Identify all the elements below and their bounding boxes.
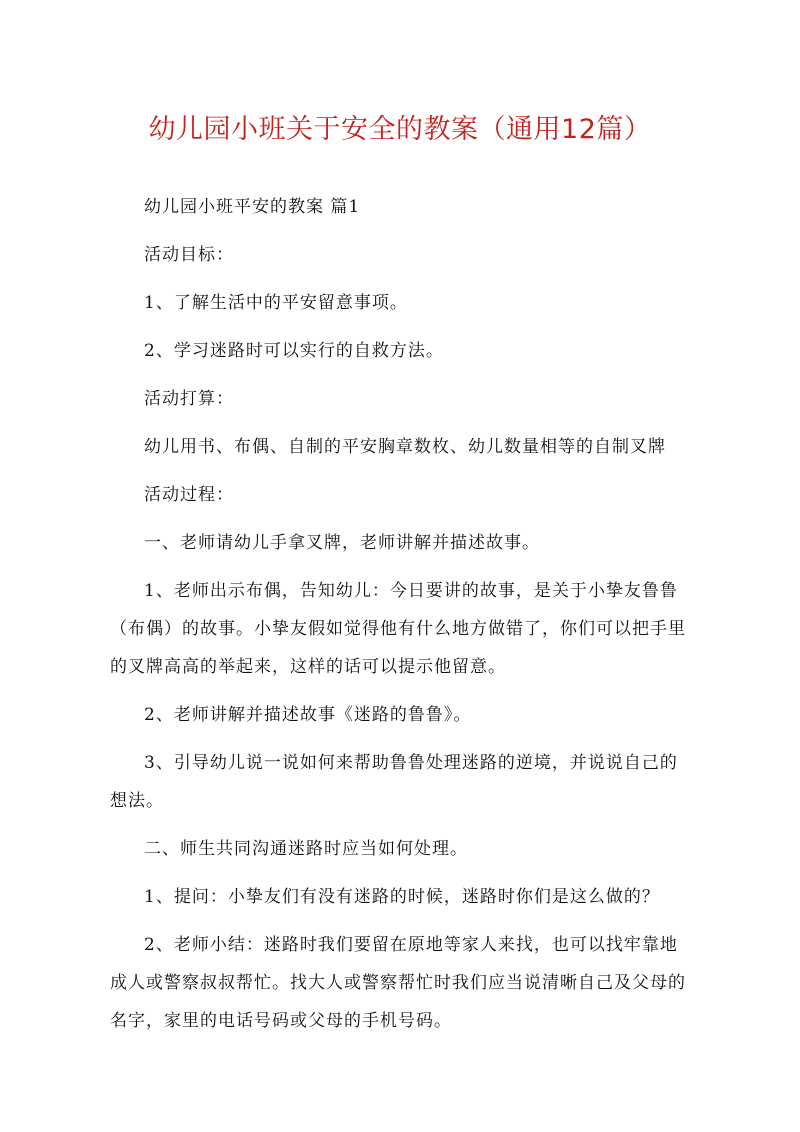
prep-materials: 幼儿用书、布偶、自制的平安胸章数枚、幼儿数量相等的自制叉牌 <box>144 437 666 457</box>
label-activity-process: 活动过程： <box>144 485 234 505</box>
process-substep: 1、提问：小挚友们有没有迷路的时候，迷路时你们是这么做的？ <box>144 887 660 907</box>
label-activity-prep: 活动打算： <box>144 389 234 409</box>
process-step: 二、师生共同沟通迷路时应当如何处理。 <box>144 839 468 859</box>
process-substep: 3、引导幼儿说一说如何来帮助鲁鲁处理迷路的逆境，并说说自己的想法。 <box>110 753 678 811</box>
label-activity-goals: 活动目标： <box>144 245 234 265</box>
process-substep: 2、老师讲解并描述故事《迷路的鲁鲁》。 <box>144 705 472 725</box>
document-title: 幼儿园小班关于安全的教案（通用12篇） <box>148 114 652 145</box>
process-step: 一、老师请幼儿手拿叉牌，老师讲解并描述故事。 <box>144 533 540 553</box>
document-body <box>110 188 690 1040</box>
goal-item: 1、了解生活中的平安留意事项。 <box>144 293 408 313</box>
section-heading: 幼儿园小班平安的教案 篇1 <box>144 197 361 217</box>
process-substep: 1、老师出示布偶，告知幼儿：今日要讲的故事，是关于小挚友鲁鲁（布偶）的故事。小挚友假如觉得他有什么地方做错了，你们可以把手里的叉牌高高的举起来，这样的话可以提示他留意。 <box>110 581 686 677</box>
process-substep: 2、老师小结：迷路时我们要留在原地等家人来找，也可以找牢靠地成人或警察叔叔帮忙。找大人或警察帮忙时我们应当说清晰自己及父母的名字，家里的电话号码或父母的手机号码。 <box>110 935 686 1031</box>
goal-item: 2、学习迷路时可以实行的自救方法。 <box>144 341 444 361</box>
